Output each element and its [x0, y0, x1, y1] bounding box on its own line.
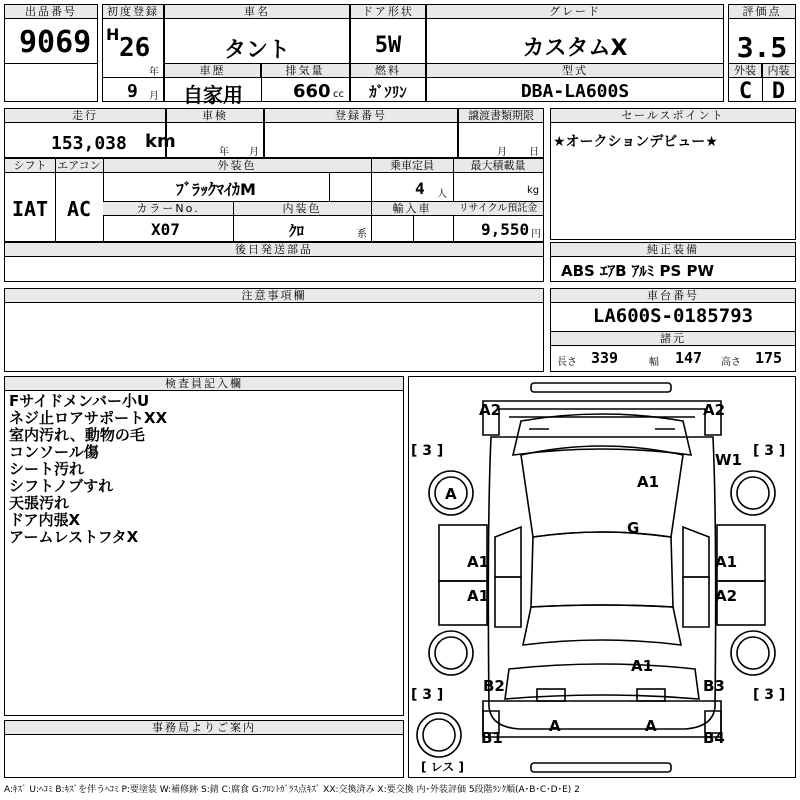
int-color-unit: 系	[357, 229, 367, 240]
length-label: 長さ	[557, 357, 577, 368]
lot-label: 出品番号	[5, 5, 97, 19]
mark-a2-left: A2	[479, 401, 502, 419]
mileage-label: 走行	[5, 109, 165, 123]
history-label: 車歴	[165, 64, 261, 78]
exterior-grade: C	[738, 79, 753, 104]
exterior-label: 外装	[729, 64, 762, 78]
capacity-label: 乗車定員	[371, 159, 453, 173]
grade-label: グレード	[427, 5, 723, 19]
length: 339	[591, 349, 619, 367]
inspection-label: 車検	[167, 109, 263, 123]
int-color-label: 内装色	[233, 202, 371, 216]
ext-color: ﾌﾞﾗｯｸﾏｲｶM	[176, 180, 256, 199]
mark-rear-left-door: A1	[467, 587, 490, 605]
sales-point-box	[550, 108, 796, 240]
inspector-line: ドア内張X	[9, 511, 81, 529]
mileage-unit: km	[145, 131, 176, 152]
lot-box	[4, 4, 98, 102]
notes-label: 注意事項欄	[5, 289, 543, 303]
first-reg-label: 初度登録	[103, 5, 163, 19]
insp-year-unit: 年	[219, 147, 229, 158]
legend: A:ｷｽﾞ U:ﾍｺﾐ B:ｷｽﾞを伴うﾍｺﾐ P:要塗装 W:補修跡 S:錆 C:腐食 G:ﾌﾛﾝﾄｶﾞﾗｽ点ｷｽﾞ XX:交換済み X:要交換 内･外装評価 5段階ﾗﾝｸ順(A･B･C･D･E) 2	[4, 785, 580, 795]
mark-roof: A1	[631, 657, 654, 675]
inspector-line: Fサイドメンバー小U	[9, 392, 150, 410]
recycle-label: リサイクル預託金	[453, 202, 543, 216]
air-conditioning: AC	[66, 197, 92, 221]
year-unit: 年	[149, 67, 159, 78]
chassis-label: 車台番号	[551, 289, 795, 303]
height: 175	[755, 349, 783, 367]
recycle-unit: 円	[531, 229, 541, 240]
model-label: 型式	[427, 64, 723, 78]
ac-label: エアコン	[55, 159, 103, 173]
transfer-box	[458, 108, 544, 158]
mark-b1: B1	[481, 729, 503, 747]
reg-number-box	[264, 108, 458, 158]
load-label: 最大積載量	[453, 159, 543, 173]
notes-box	[4, 288, 544, 372]
capacity: 4	[415, 179, 425, 198]
mark-glass: G	[627, 519, 640, 537]
chassis-box	[550, 288, 796, 372]
int-color: ｸﾛ	[289, 222, 305, 240]
color-number: X07	[151, 220, 180, 239]
equipment-box	[550, 242, 796, 282]
model-code: DBA-LA600S	[520, 81, 630, 102]
mark-rear-lamp-left: A	[549, 717, 561, 735]
spec-grid	[4, 158, 544, 242]
mark-rear-lamp-right: A	[645, 717, 657, 735]
tread-rear-left: [ 3 ]	[411, 687, 444, 703]
displacement-label: 排気量	[261, 64, 349, 78]
mark-b2: B2	[483, 677, 505, 695]
history: 自家用	[183, 83, 243, 107]
score-label: 評価点	[729, 5, 795, 19]
mark-b3: B3	[703, 677, 725, 695]
mark-a2-right: A2	[703, 401, 726, 419]
mark-rear-right-door: A2	[715, 587, 738, 605]
height-label: 高さ	[721, 357, 741, 368]
inspector-notes	[9, 393, 167, 546]
later-parts-box	[4, 242, 544, 282]
era: H	[106, 25, 120, 44]
door-type: 5W	[374, 33, 402, 58]
insp-month-unit: 月	[249, 147, 259, 158]
mark-w1: W1	[715, 451, 742, 469]
inspector-box	[4, 376, 404, 716]
fuel-label: 燃料	[351, 64, 425, 78]
inspector-line: ネジ止ロアサポートXX	[9, 409, 168, 427]
later-parts-label: 後日発送部品	[5, 243, 543, 257]
load-unit: kg	[527, 185, 540, 196]
overall-score: 3.5	[736, 31, 788, 64]
inspector-line: シフトノブすれ	[9, 477, 114, 495]
mark-b4: B4	[703, 729, 725, 747]
door-label: ドア形状	[351, 5, 425, 19]
interior-grade: D	[771, 79, 786, 104]
width-label: 幅	[649, 357, 659, 368]
tread-front-left: [ 3 ]	[411, 443, 444, 459]
ext-color-label: 外装色	[103, 159, 371, 173]
import-label: 輸入車	[371, 202, 453, 216]
inspector-line: 室内汚れ、動物の毛	[9, 426, 145, 444]
displacement: 660	[293, 81, 331, 102]
mark-hood: A1	[637, 473, 660, 491]
reg-year: 26	[119, 33, 151, 63]
mark-front-right-door: A1	[715, 553, 738, 571]
mileage-box	[4, 108, 176, 158]
displacement-unit: cc	[333, 89, 344, 100]
spare-tire: [ レス ]	[421, 760, 464, 774]
transfer-day-unit: 日	[529, 147, 539, 158]
shift: IAT	[11, 197, 49, 221]
recycle-fee: 9,550	[481, 220, 530, 239]
reg-number-label: 登録番号	[265, 109, 457, 123]
equipment: ABS ｴｱB ｱﾙﾐ PS PW	[561, 262, 715, 280]
chassis-number: LA600S-0185793	[592, 305, 754, 327]
inspection-box	[166, 108, 264, 158]
inspector-line: 天張汚れ	[9, 494, 70, 512]
car-diagram-drawing	[409, 377, 795, 777]
mark-front-left-door: A1	[467, 553, 490, 571]
mark-wheel: A	[445, 485, 457, 503]
shift-label: シフト	[5, 159, 55, 173]
color-no-label: カラーNo.	[103, 202, 233, 216]
car-diagram	[408, 376, 796, 778]
sales-point-text: ★オークションデビュー★	[553, 134, 718, 150]
first-registration-box	[102, 4, 164, 102]
equipment-label: 純正装備	[551, 243, 795, 257]
capacity-unit: 人	[437, 189, 447, 200]
inspector-label: 検査員記入欄	[5, 377, 403, 391]
grade-box	[426, 4, 724, 102]
score-box	[728, 4, 796, 102]
width: 147	[675, 349, 703, 367]
office-label: 事務局よりご案内	[5, 721, 403, 735]
fuel: ｶﾞｿﾘﾝ	[369, 83, 407, 101]
grade: カスタムX	[522, 36, 628, 61]
car-name-label: 車名	[165, 5, 349, 19]
dims-label: 諸元	[551, 331, 795, 346]
inspector-line: シート汚れ	[9, 460, 85, 478]
car-name: タント	[223, 38, 290, 63]
transfer-label: 譲渡書類期限	[459, 109, 543, 123]
office-box	[4, 720, 404, 778]
sales-point-label: セールスポイント	[551, 109, 795, 123]
mileage: 153,038	[51, 133, 127, 154]
lot-number: 9069	[19, 25, 92, 60]
door-box	[350, 4, 426, 102]
inspector-line: アームレストフタX	[9, 528, 139, 546]
reg-month: 9	[127, 81, 138, 102]
transfer-month-unit: 月	[497, 147, 507, 158]
inspector-line: コンソール傷	[9, 443, 99, 461]
tread-front-right: [ 3 ]	[753, 443, 786, 459]
car-name-box	[164, 4, 350, 107]
interior-label: 内装	[762, 64, 795, 78]
tread-rear-right: [ 3 ]	[753, 687, 786, 703]
month-unit: 月	[149, 91, 159, 102]
